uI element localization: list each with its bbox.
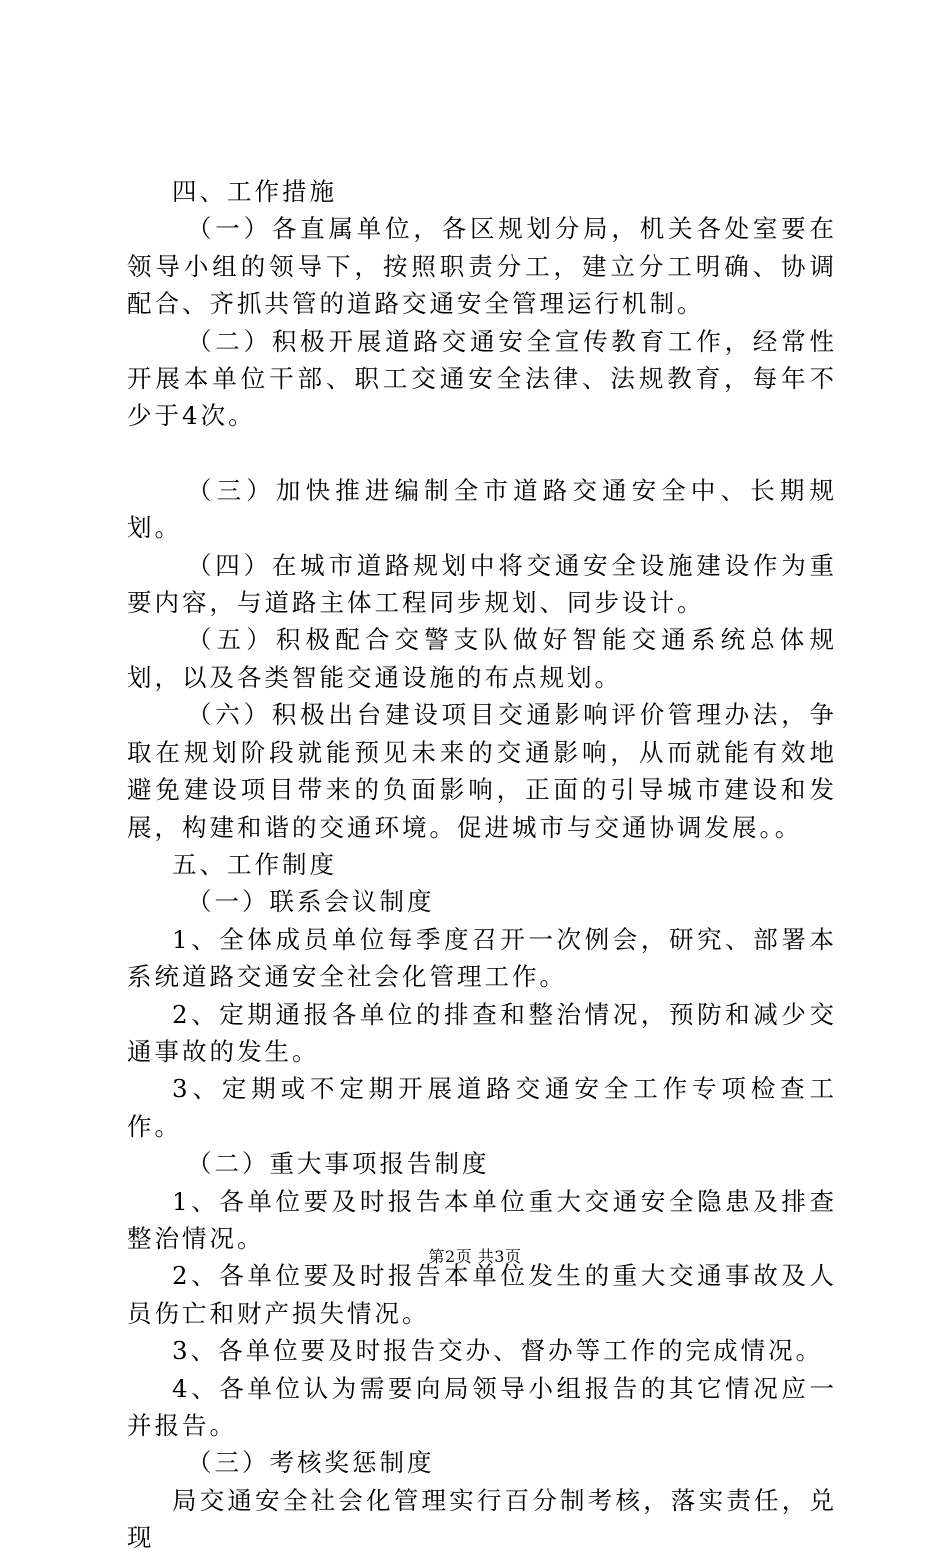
liaison-item-1: 1、全体成员单位每季度召开一次例会，研究、部署本系统道路交通安全社会化管理工作。 [127, 924, 837, 992]
page-number-footer: 第2页 共3页 [428, 1247, 522, 1266]
reporting-item-2: 2、各单位要及时报告本单位发生的重大交通事故及人员伤亡和财产损失情况。 [127, 1261, 837, 1328]
measure-paragraph-1: （一）各直属单位，各区规划分局，机关各处室要在领导小组的领导下，按照职责分工，建立分工明确、协调配合、齐抓共管的道路交通安全管理运行机制。 [127, 214, 837, 319]
reporting-item-3: 3、各单位要及时报告交办、督办等工作的完成情况。 [172, 1336, 824, 1366]
measure-paragraph-6: （六）积极出台建设项目交通影响评价管理办法，争取在规划阶段就能预见未来的交通影响，从而就能有效地避免建设项目带来的负面影响，正面的引导城市建设和发展，构建和谐的交通环境。促进城市与交通协调发展。。 [127, 700, 837, 842]
heading-work-measures: 四、工作措施 [172, 177, 337, 206]
measure-paragraph-4: （四）在城市道路规划中将交通安全设施建设作为重要内容，与道路主体工程同步规划、同步设计。 [127, 550, 837, 618]
assessment-paragraph: 局交通安全社会化管理实行百分制考核，落实责任，兑现 [127, 1485, 837, 1553]
subheading-major-reporting: （二）重大事项报告制度 [187, 1149, 490, 1179]
measure-paragraph-3: （三）加快推进编制全市道路交通安全中、长期规划。 [127, 475, 837, 543]
measure-paragraph-2: （二）积极开展道路交通安全宣传教育工作，经常性开展本单位干部、职工交通安全法律、法规教育，每年不少于4次。 [127, 326, 837, 431]
reporting-item-1: 1、各单位要及时报告本单位重大交通安全隐患及排查整治情况。 [127, 1186, 837, 1253]
heading-work-system: 五、工作制度 [172, 849, 337, 879]
subheading-liaison-meeting: （一）联系会议制度 [187, 887, 435, 917]
reporting-item-4: 4、各单位认为需要向局领导小组报告的其它情况应一并报告。 [127, 1373, 837, 1440]
document-body [127, 173, 837, 1557]
liaison-item-2: 2、定期通报各单位的排查和整治情况，预防和减少交通事故的发生。 [127, 999, 837, 1066]
subheading-assessment: （三）考核奖惩制度 [187, 1448, 435, 1478]
liaison-item-3: 3、定期或不定期开展道路交通安全工作专项检查工作。 [127, 1074, 837, 1141]
measure-paragraph-5: （五）积极配合交警支队做好智能交通系统总体规划，以及各类智能交通设施的布点规划。 [127, 625, 837, 692]
paragraph-spacer [127, 435, 837, 472]
